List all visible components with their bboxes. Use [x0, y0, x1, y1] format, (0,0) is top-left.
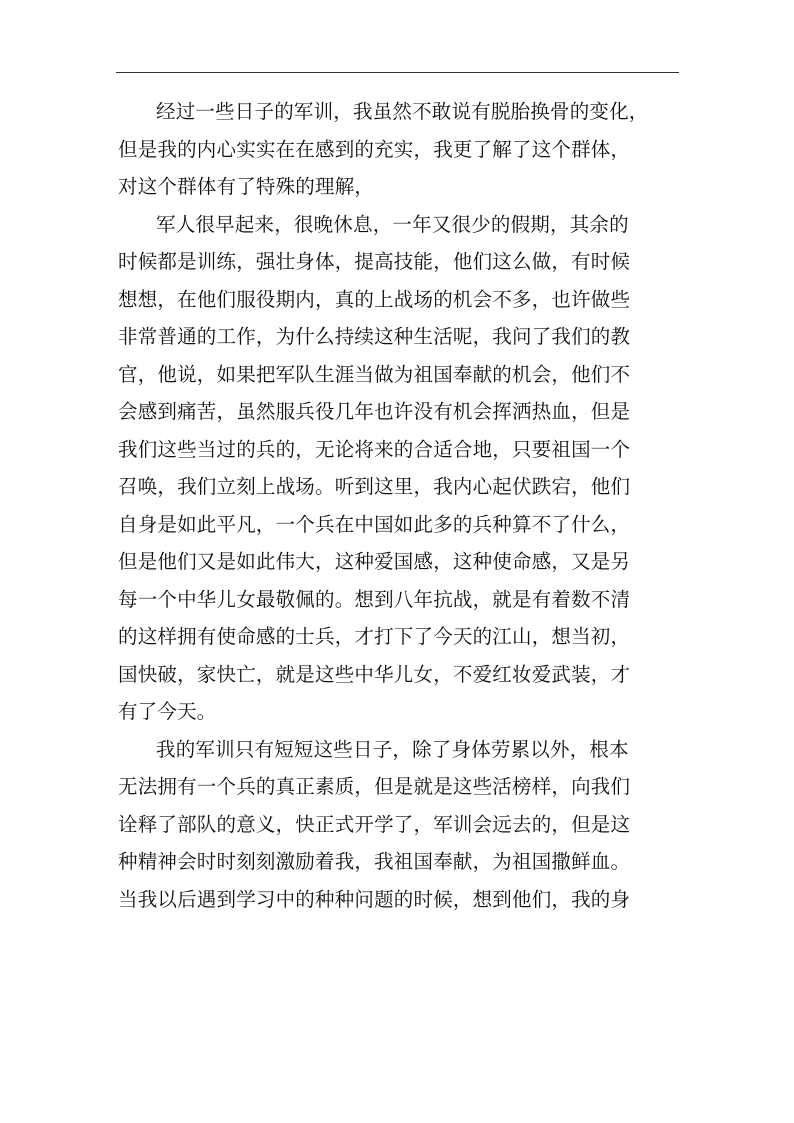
text-line: 军人很早起来，很晚休息，一年又很少的假期，其余的: [156, 212, 629, 236]
text-line: 我们这些当过的兵的，无论将来的合适合地，只要祖国一个: [118, 437, 631, 461]
text-line: 但是我的内心实实在在感到的充实，我更了解了这个群体，: [118, 137, 631, 161]
text-line: 非常普通的工作，为什么持续这种生活呢，我问了我们的教: [118, 325, 631, 348]
text-line: 国快破，家快亡，就是这些中华儿女，不爱红妆爱武装，才: [118, 662, 631, 686]
text-line: 诠释了部队的意义，快正式开学了，军训会远去的，但是这: [118, 812, 631, 836]
document-body: [118, 93, 678, 918]
text-line: 时候都是训练，强壮身体，提高技能，他们这么做，有时候: [118, 250, 631, 273]
text-line: 官，他说，如果把军队生涯当做为祖国奉献的机会，他们不: [118, 362, 631, 386]
text-line: 但是他们又是如此伟大，这种爱国感，这种使命感，又是另: [118, 550, 631, 573]
text-line: 我的军训只有短短这些日子，除了身体劳累以外，根本: [156, 737, 629, 761]
text-line: 自身是如此平凡，一个兵在中国如此多的兵种算不了什么，: [118, 512, 631, 536]
text-line: 想想，在他们服役期内，真的上战场的机会不多，也许做些: [118, 287, 631, 311]
text-line: 每一个中华儿女最敬佩的。想到八年抗战，就是有着数不清: [118, 587, 631, 611]
text-line: 会感到痛苦，虽然服兵役几年也许没有机会挥洒热血，但是: [118, 400, 631, 423]
text-line: 当我以后遇到学习中的种种问题的时候，想到他们，我的身: [118, 887, 631, 911]
text-line: 有了今天。: [118, 700, 217, 723]
text-line: 无法拥有一个兵的真正素质，但是就是这些活榜样，向我们: [118, 775, 631, 798]
text-line: 种精神会时时刻刻激励着我，我祖国奉献，为祖国撒鲜血。: [118, 850, 631, 873]
text-line: 经过一些日子的军训，我虽然不敢说有脱胎换骨的变化，: [156, 100, 649, 123]
text-line: 的这样拥有使命感的士兵，才打下了今天的江山，想当初，: [118, 625, 631, 648]
text-line: 召唤，我们立刻上战场。听到这里，我内心起伏跌宕，他们: [118, 475, 631, 498]
header-rule: [116, 72, 679, 73]
text-line: 对这个群体有了特殊的理解，: [118, 175, 375, 198]
